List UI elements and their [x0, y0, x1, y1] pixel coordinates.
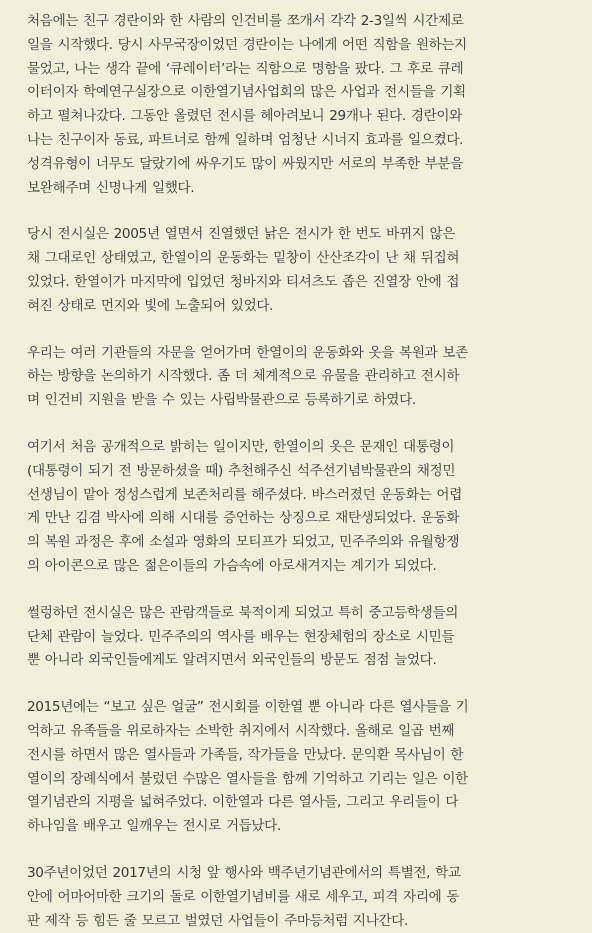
text-line: 보완해주며 신명나게 일했다.: [27, 177, 580, 201]
text-line: 선생님이 맡아 정성스럽게 보존처리를 해주셨다. 바스러졌던 운동화는 어렵: [27, 484, 580, 508]
text-line: (대통령이 되기 전 방문하셨을 때) 추천해주신 석주선기념박물관의 채정민: [27, 460, 580, 484]
text-line: 의 복원 과정은 후에 소설과 영화의 모티프가 되었고, 민주주의와 유월항쟁: [27, 531, 580, 555]
text-line: 뿐 아니라 외국인들에게도 알려지면서 외국인들의 방문도 점점 늘었다.: [27, 649, 580, 673]
text-line: 열이의 장례식에서 불렀던 수많은 열사들을 함께 기억하고 기리는 일은 이한: [27, 768, 580, 792]
text-line: 있었다. 한열이가 마지막에 입었던 청바지와 티셔츠도 좁은 진열장 안에 접: [27, 271, 580, 295]
paragraph-1: [27, 10, 580, 200]
text-line: 성격유형이 너무도 달랐기에 싸우기도 많이 싸웠지만 서로의 부족한 부분을: [27, 153, 580, 177]
text-line: 우리는 여러 기관들의 자문을 얻어가며 한열이의 운동화와 옷을 복원과 보존: [27, 342, 580, 366]
text-line: 나는 친구이자 동료, 파트너로 함께 일하며 엄청난 시너지 효과를 일으켰다.: [27, 129, 580, 153]
text-line: 하는 방향을 논의하기 시작했다. 좀 더 체계적으로 유물을 관리하고 전시하: [27, 365, 580, 389]
text-line: 게 만난 김겸 박사에 의해 시대를 증언하는 상징으로 재탄생되었다. 운동화: [27, 507, 580, 531]
text-line: 하고 펼쳐나갔다. 그동안 올렸던 전시를 헤아려보니 29개나 된다. 경란이와: [27, 105, 580, 129]
paragraph-3: [27, 342, 580, 413]
text-line: 일을 시작했다. 당시 사무국장이었던 경란이는 나에게 어떤 직함을 원하는지: [27, 34, 580, 58]
text-line: 단체 관람이 늘었다. 민주주의의 역사를 배우는 현장체험의 장소로 시민들: [27, 626, 580, 650]
paragraph-4: [27, 436, 580, 579]
text-line: 억하고 유족들을 위로하자는 소박한 취지에서 시작했다. 올해로 일곱 번째: [27, 720, 580, 744]
text-line: 며 인건비 지원을 받을 수 있는 사립박물관으로 등록하기로 하였다.: [27, 389, 580, 413]
paragraph-6: [27, 696, 580, 839]
text-line: 전시를 하면서 많은 열사들과 가족들, 작가들을 만났다. 문익환 목사님이 한: [27, 744, 580, 768]
text-line: 썰렁하던 전시실은 많은 관람객들로 북적이게 되었고 특히 중고등학생들의: [27, 602, 580, 626]
text-line: 30주년이었던 2017년의 시청 앞 행사와 백주년기념관에서의 특별전, 학교: [27, 862, 580, 886]
text-line: 물었고, 나는 생각 끝에 ‘큐레이터’라는 직함으로 명함을 팠다. 그 후로 큐레: [27, 58, 580, 82]
paragraph-7: [27, 862, 580, 933]
text-line: 혀진 상태로 먼지와 빛에 노출되어 있었다.: [27, 295, 580, 319]
text-line: 판 제작 등 힘든 줄 모르고 벌였던 사업들이 주마등처럼 지나간다.: [27, 910, 580, 933]
text-line: 의 아이콘으로 많은 젊은이들의 가슴속에 아로새겨지는 계기가 되었다.: [27, 555, 580, 579]
text-line: 여기서 처음 공개적으로 밝히는 일이지만, 한열이의 옷은 문재인 대통령이: [27, 436, 580, 460]
text-line: 채 그대로인 상태였고, 한열이의 운동화는 밑창이 산산조각이 난 채 뒤집혀: [27, 247, 580, 271]
text-line: 열기념관의 지평을 넓혀주었다. 이한열과 다른 열사들, 그리고 우리들이 다: [27, 791, 580, 815]
text-line: 이터이자 학예연구실장으로 이한열기념사업회의 많은 사업과 전시들을 기획: [27, 81, 580, 105]
text-line: 당시 전시실은 2005년 열면서 진열했던 낡은 전시가 한 번도 바뀌지 않은: [27, 223, 580, 247]
text-line: 하나임을 배우고 일깨우는 전시로 거듭났다.: [27, 815, 580, 839]
paragraph-2: [27, 223, 580, 318]
text-line: 처음에는 친구 경란이와 한 사람의 인건비를 쪼개서 각각 2-3일씩 시간제로: [27, 10, 580, 34]
paragraph-5: [27, 602, 580, 673]
text-line: 2015년에는 “보고 싶은 얼굴” 전시회를 이한열 뿐 아니라 다른 열사들을 기: [27, 696, 580, 720]
text-line: 안에 어마어마한 크기의 돌로 이한열기념비를 새로 세우고, 피격 자리에 동: [27, 886, 580, 910]
